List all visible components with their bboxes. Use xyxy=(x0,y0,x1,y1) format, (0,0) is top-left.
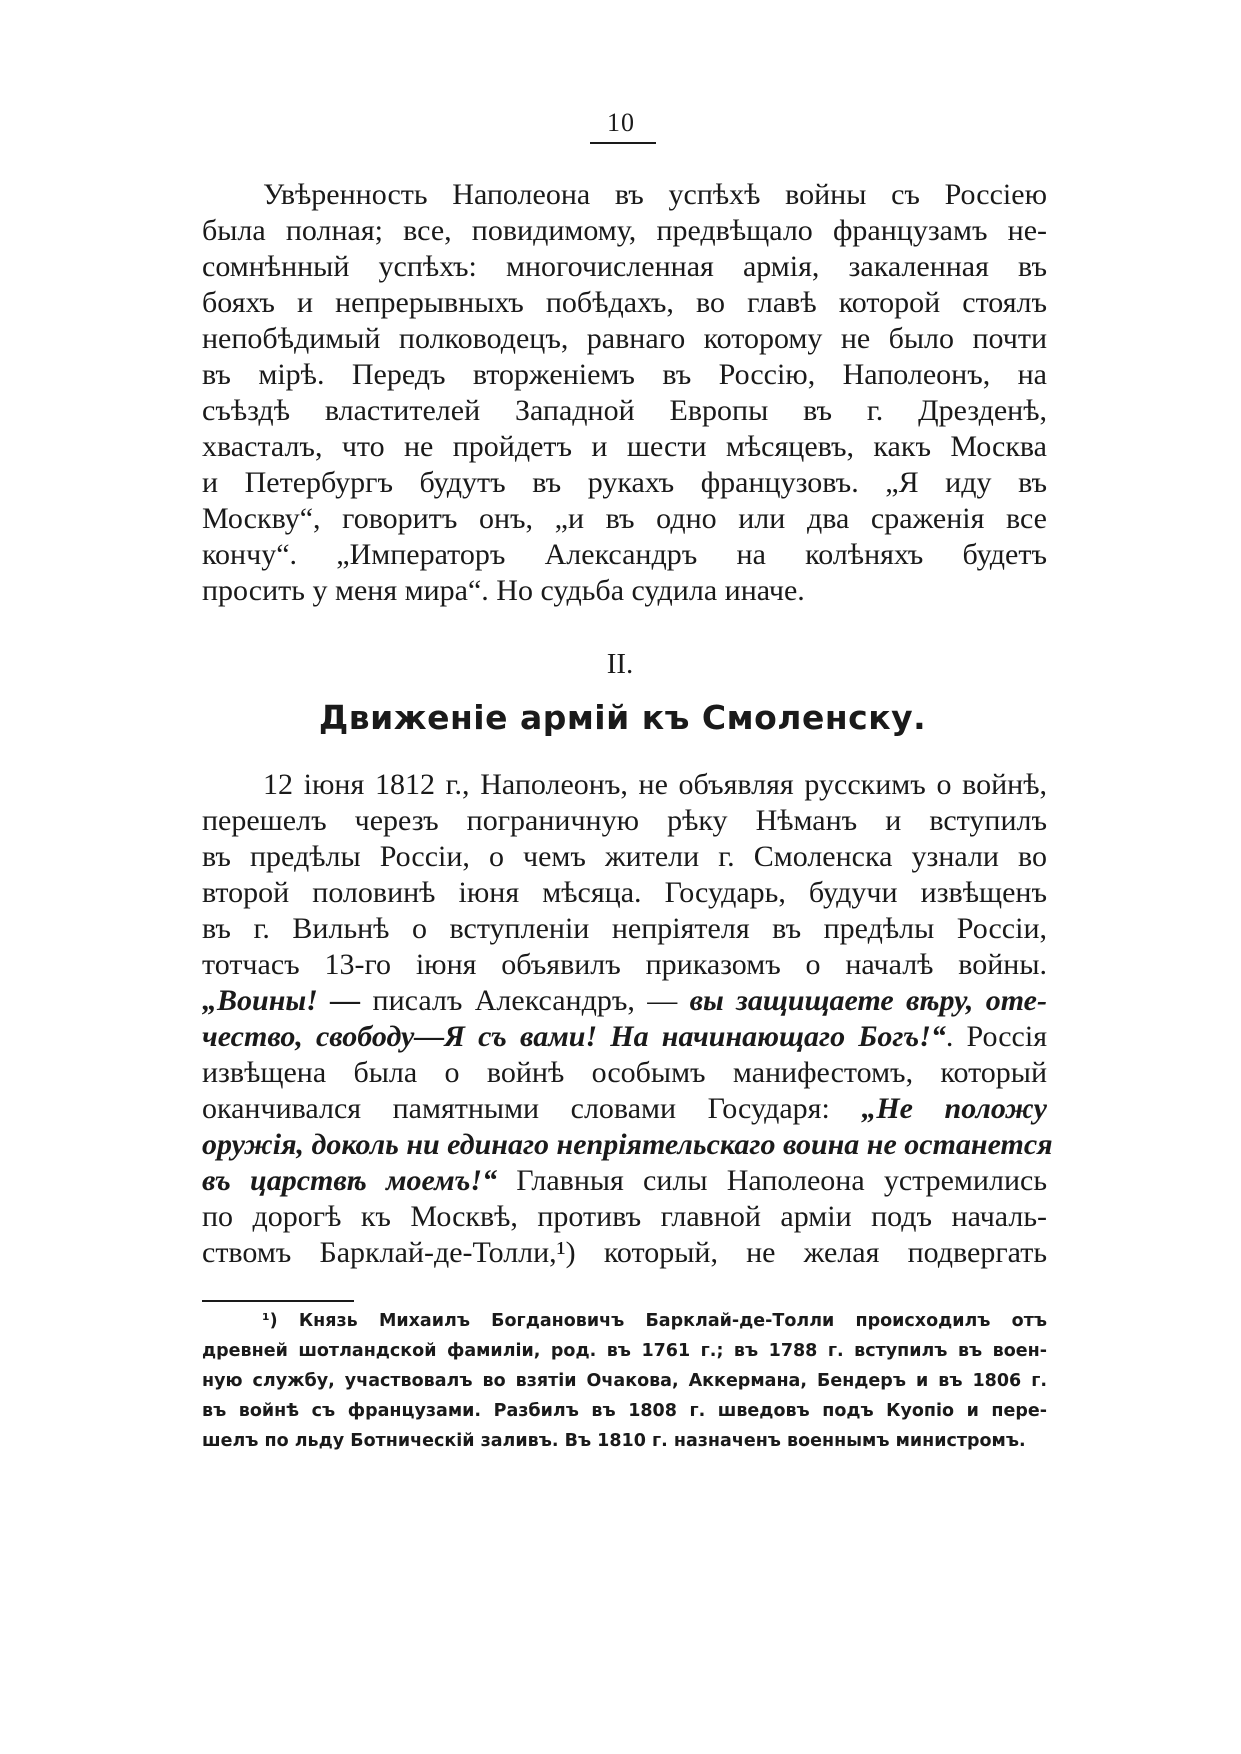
paragraph-line: непобѣдимый полководецъ, равнаго которому не было почти xyxy=(202,322,1047,355)
paragraph-line: бояхъ и непрерывныхъ побѣдахъ, во главѣ которой стоялъ xyxy=(202,286,1047,319)
quote-text: „Не положу xyxy=(861,1092,1047,1125)
page-number-rule xyxy=(590,142,656,144)
paragraph-line: Увѣренность Наполеона въ успѣхѣ войны съ Россiею xyxy=(263,178,1047,211)
footnote-line: древней шотландской фамилiи, род. въ 1761 г.; въ 1788 г. вступилъ въ воен- xyxy=(202,1341,1047,1361)
paragraph-line xyxy=(202,1092,1047,1126)
paragraph-line xyxy=(202,984,1047,1018)
quote-text: вы защищаете вѣру, оте- xyxy=(689,984,1047,1017)
paragraph-line: сомнѣнный успѣхъ: многочисленная армiя, закаленная въ xyxy=(202,250,1047,283)
paragraph-line: второй половинѣ iюня мѣсяца. Государь, будучи извѣщенъ xyxy=(202,876,1047,909)
plain-text: писалъ Александръ, — xyxy=(360,984,690,1017)
paragraph-line: и Петербургъ будутъ въ рукахъ французовъ. „Я иду въ xyxy=(202,466,1047,499)
paragraph-line: хвасталъ, что не пройдетъ и шести мѣсяцевъ, какъ Москва xyxy=(202,430,1047,463)
paragraph-line: оружiя, доколь ни единаго непрiятельскаго воина не останется xyxy=(202,1128,1053,1161)
quote-text: чество, свободу—Я съ вами! На начинающаго Богъ!“ xyxy=(202,1020,946,1053)
paragraph-line: въ предѣлы Россiи, о чемъ жители г. Смоленска узнали во xyxy=(202,840,1047,873)
paragraph-line: Москву“, говоритъ онъ, „и въ одно или два сраженiя все xyxy=(202,502,1047,535)
paragraph-line: кончу“. „Императоръ Александръ на колѣняхъ будетъ xyxy=(202,538,1047,571)
page-number: 10 xyxy=(607,108,635,137)
footnote-line: ¹) Князь Михаилъ Богдановичъ Барклай-де-Толли происходилъ отъ xyxy=(262,1311,1047,1331)
quote-text: „Воины! — xyxy=(202,984,361,1017)
quote-text: въ царствѣ моемъ!“ xyxy=(202,1164,498,1197)
paragraph-line: просить у меня мира“. Но судьба судила иначе. xyxy=(202,574,805,607)
plain-text: оканчивался памятными словами Государя: xyxy=(202,1092,862,1125)
footnote-rule xyxy=(202,1300,354,1302)
paragraph-line xyxy=(202,1020,1047,1054)
chapter-title: Движенiе армiй къ Смоленску. xyxy=(318,698,927,737)
paragraph-line: перешелъ черезъ пограничную рѣку Нѣманъ и вступилъ xyxy=(202,804,1047,837)
paragraph-line: извѣщена была о войнѣ особымъ манифестомъ, который xyxy=(202,1056,1047,1089)
plain-text: Главныя силы Наполеона устремились xyxy=(497,1164,1047,1197)
section-number: II. xyxy=(606,648,634,680)
paragraph-line: по дорогѣ къ Москвѣ, противъ главной армiи подъ началь- xyxy=(202,1200,1047,1233)
paragraph-line: въ г. Вильнѣ о вступленiи непрiятеля въ предѣлы Россiи, xyxy=(202,912,1047,945)
footnote-line: въ войнѣ съ французами. Разбилъ въ 1808 г. шведовъ подъ Куопiо и пере- xyxy=(202,1401,1047,1421)
paragraph-line: тотчасъ 13-го iюня объявилъ приказомъ о началѣ войны. xyxy=(202,948,1047,981)
paragraph-line: въ мiрѣ. Передъ вторженiемъ въ Россiю, Наполеонъ, на xyxy=(202,358,1047,391)
paragraph-line: ствомъ Барклай-де-Толли,¹) который, не желая подвергать xyxy=(202,1236,1047,1269)
paragraph-line: съѣздѣ властителей Западной Европы въ г. Дрезденѣ, xyxy=(202,394,1047,427)
footnote-line: ную службу, участвовалъ во взятiи Очакова, Аккермана, Бендеръ и въ 1806 г. xyxy=(202,1371,1047,1391)
paragraph-line: 12 iюня 1812 г., Наполеонъ, не объявляя русскимъ о войнѣ, xyxy=(263,768,1047,801)
plain-text: . Россiя xyxy=(945,1020,1047,1053)
paragraph-line: была полная; все, повидимому, предвѣщало французамъ не- xyxy=(202,214,1047,247)
paragraph-line xyxy=(202,1164,1047,1198)
footnote-line: шелъ по льду Ботническiй заливъ. Въ 1810 г. назначенъ военнымъ министромъ. xyxy=(202,1431,1026,1451)
